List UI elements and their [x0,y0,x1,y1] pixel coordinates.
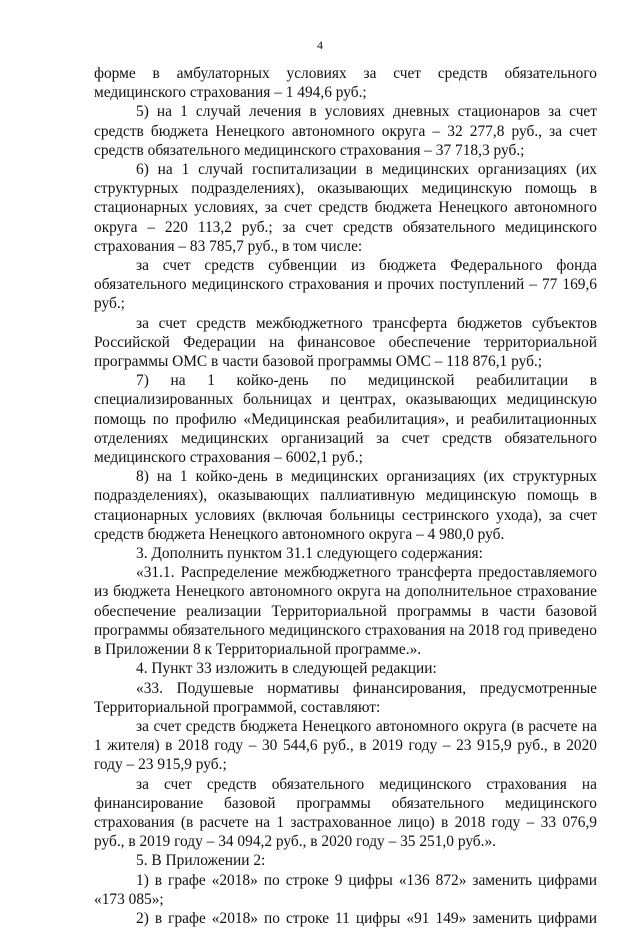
paragraph-outpatient-continuation: форме в амбулаторных условиях за счет средств обязательного медицинского страхования – 1 494,6 руб.; [94,65,597,102]
paragraph-item-8-palliative: 8) на 1 койко-день в медицинских организациях (их структурных подразделениях), оказывающих паллиативную медицинскую помощь в стационарных условиях (включая больницы сестринского ухода), за счет средств бюджета Ненецкого автономного округа – 4 980,0 руб. [94,468,597,543]
paragraph-section-5: 5. В Приложении 2: [136,852,266,870]
paragraph-interbudget-transfer: за счет средств межбюджетного трансферта бюджетов субъектов Российской Федерации на финансовое обеспечение территориальной программы ОМС в части базовой программы ОМС – 118 876,1 руб.; [94,314,597,371]
paragraph-section-4: 4. Пункт 33 изложить в следующей редакции: [136,660,437,678]
page-number: 4 [317,38,323,52]
paragraph-item-7-rehabilitation: 7) на 1 койко-день по медицинской реабилитации в специализированных больницах и центрах, оказывающих медицинскую помощь по профилю «Медицинская реабилитация», и реабилитационных отделениях медицинских организаций за счет средств обязательного медицинского страхования – 6002,1 руб.; [94,372,597,467]
paragraph-clause-33: «33. Подушевые нормативы финансирования, предусмотренные Территориальной программой, составляют: [94,679,597,716]
paragraph-item-6-hospitalization: 6) на 1 случай госпитализации в медицинских организациях (их структурных подразделениях), оказывающих медицинскую помощь в стационарных условиях, за счет средств бюджета Ненецкого автономного округа – 220 113,2 руб.; за счет средств обязательного медицинского страхования – 83 785,7 руб., в том числе: [94,161,597,255]
document-body [94,64,597,928]
paragraph-budget-per-capita: за счет средств бюджета Ненецкого автономного округа (в расчете на 1 жителя) в 2018 году – 30 544,6 руб., в 2019 году – 23 915,9 руб., в 2020 году – 23 915,9 руб.; [94,717,597,774]
paragraph-clause-31-1: «31.1. Распределение межбюджетного трансферта предоставляемого из бюджета Ненецкого автономного округа на дополнительное страхование обеспечение реализации Территориальной программы в части базовой программы обязательного медицинского страхования на 2018 год приведено в Приложении 8 к Территориальной программе.». [94,564,597,659]
paragraph-oms-per-capita: за счет средств обязательного медицинского страхования на финансирование базовой программы обязательного медицинского страхования (в расчете на 1 застрахованное лицо) в 2018 году – 33 076,9 руб., в 2019 году – 34 094,2 руб., в 2020 году – 35 251,0 руб.». [94,775,597,851]
paragraph-item-5-day-hospital: 5) на 1 случай лечения в условиях дневных стационаров за счет средств бюджета Ненецкого автономного округа – 32 277,8 руб., за счет средств обязательного медицинского страхования – 37 718,3 руб.; [94,103,597,159]
paragraph-appendix-item-1: 1) в графе «2018» по строке 9 цифры «136 872» заменить цифрами «173 085»; [94,871,597,908]
paragraph-section-3: 3. Дополнить пунктом 31.1 следующего содержания: [136,545,483,563]
paragraph-appendix-item-2: 2) в графе «2018» по строке 11 цифры «91 149» заменить цифрами [136,909,597,927]
paragraph-subvention: за счет средств субвенции из бюджета Федерального фонда обязательного медицинского страхования и прочих поступлений – 77 169,6 руб.; [94,257,597,313]
